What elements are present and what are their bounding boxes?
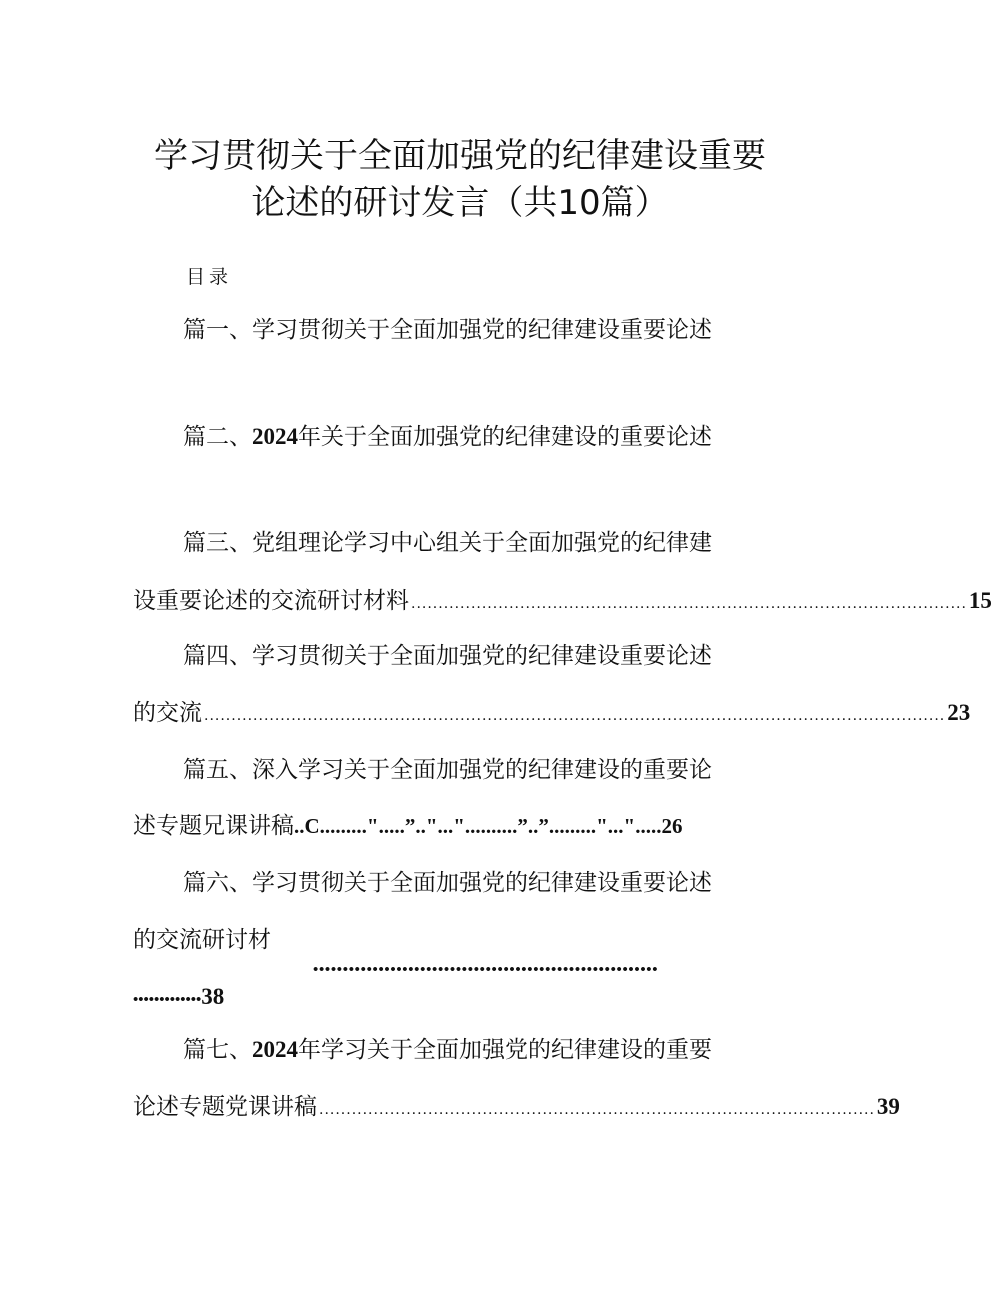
toc-item-6-leader-2-row	[133, 984, 224, 1010]
toc-item-2-year: 2024	[252, 424, 298, 449]
toc-item-5-line1[interactable]: 篇五、深入学习关于全面加强党的纪律建设的重要论	[183, 757, 712, 783]
toc-item-7-rest: 年学习关于全面加强党的纪律建设的重要	[298, 1037, 712, 1063]
toc-item-7-page: 39	[876, 1094, 900, 1119]
toc-item-3-leader: ......................................................................................................	[411, 596, 967, 612]
toc-item-7-leader: ......................................................................................................	[319, 1102, 875, 1118]
toc-item-4-text: 的交流	[133, 700, 202, 726]
toc-item-7-text: 论述专题党课讲稿	[133, 1094, 317, 1120]
toc-item-6-line2[interactable]: 的交流研讨材	[133, 927, 271, 953]
toc-item-2-rest: 年关于全面加强党的纪律建设的重要论述	[298, 424, 712, 450]
toc-item-3-line2[interactable]	[133, 587, 992, 618]
toc-item-5-page: 26	[661, 814, 683, 838]
toc-item-3-line1[interactable]: 篇三、党组理论学习中心组关于全面加强党的纪律建	[183, 530, 712, 556]
toc-item-6-page: 38	[201, 984, 225, 1009]
toc-item-6-leader-1: ••••••••••••••••••••••••••••••••••••••••••••••••••••••••••	[313, 962, 659, 978]
toc-item-4-line1[interactable]: 篇四、学习贯彻关于全面加强党的纪律建设重要论述	[183, 643, 712, 669]
toc-item-3-text: 设重要论述的交流研讨材料	[133, 588, 409, 614]
toc-item-4-line2[interactable]	[133, 699, 971, 730]
document-title-line1: 学习贯彻关于全面加强党的纪律建设重要	[154, 136, 766, 176]
toc-item-7-year: 2024	[252, 1037, 298, 1062]
toc-item-7-line2[interactable]	[133, 1093, 900, 1124]
toc-item-4-leader: ........................................................................................................................................	[204, 708, 946, 724]
toc-item-5-leader: ..C.........".....”.."..."..........”..”........."...".....	[294, 814, 662, 838]
document-title-line2: 论述的研讨发言（共10篇）	[251, 183, 669, 223]
toc-item-7-line1[interactable]	[183, 1036, 712, 1064]
toc-item-3-page: 15	[968, 588, 992, 613]
toc-item-6-line1[interactable]: 篇六、学习贯彻关于全面加强党的纪律建设重要论述	[183, 870, 712, 896]
toc-item-2[interactable]	[183, 423, 712, 451]
toc-label: 目录	[186, 266, 233, 288]
toc-item-1[interactable]: 篇一、学习贯彻关于全面加强党的纪律建设重要论述	[183, 317, 712, 343]
toc-item-6-leader-2: •••••••••••••	[133, 992, 202, 1008]
toc-item-5-text: 述专题兄课讲稿	[133, 813, 294, 839]
toc-item-5-line2[interactable]	[133, 812, 682, 840]
toc-item-4-page: 23	[947, 700, 971, 725]
toc-item-2-prefix: 篇二、	[183, 424, 252, 450]
toc-item-7-prefix: 篇七、	[183, 1037, 252, 1063]
